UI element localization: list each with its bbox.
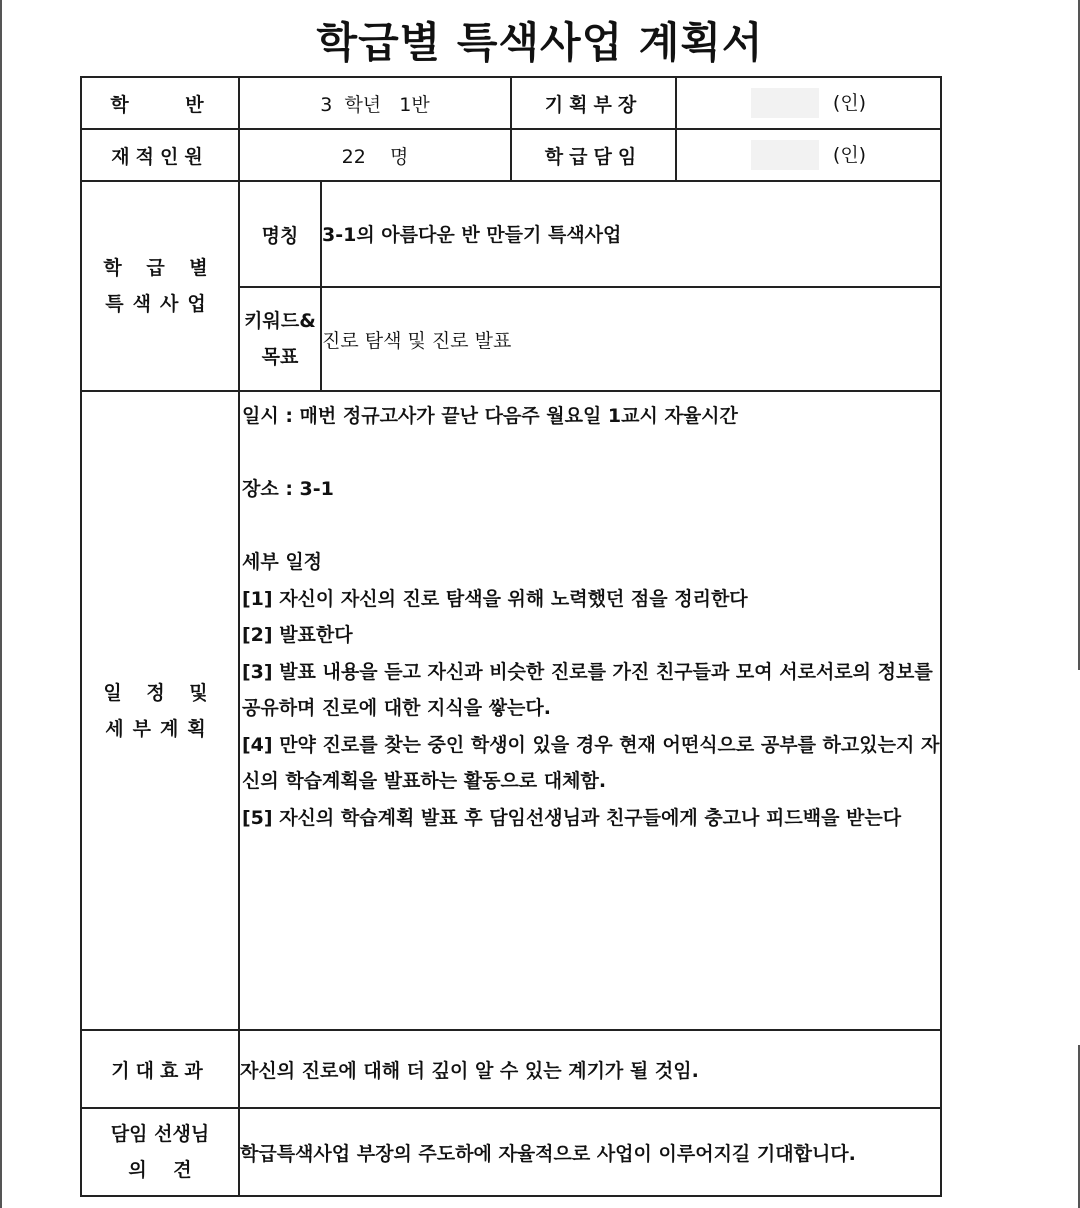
schedule-datetime: 일시 : 매번 정규고사가 끝난 다음주 월요일 1교시 자율시간 [242, 405, 738, 427]
schedule-step: 공유하며 진로에 대한 지식을 쌓는다. [242, 697, 551, 719]
redacted-name-box [751, 88, 819, 118]
schedule-place: 장소 : 3-1 [242, 478, 334, 500]
effect-value: 자신의 진로에 대해 더 깊이 알 수 있는 계기가 될 것임. [239, 1030, 941, 1108]
project-name-row [81, 181, 941, 287]
schedule-step: [5] 자신의 학습계획 발표 후 담임선생님과 친구들에게 충고나 피드백을 받는다 [242, 806, 902, 829]
keyword-label: 키워드& 목표 [239, 287, 321, 391]
enrollment-value: 22 명 [239, 129, 511, 181]
class-row [81, 77, 941, 129]
page-left-edge [0, 0, 2, 1208]
schedule-row [81, 391, 941, 1030]
enrollment-row [81, 129, 941, 181]
enrollment-label: 재적인원 [81, 129, 239, 181]
effect-row [81, 1030, 941, 1108]
schedule-step: 신의 학습계획을 발표하는 활동으로 대체함. [242, 770, 607, 792]
planner-signature: (인) [676, 77, 941, 129]
document-title: 학급별 특색사업 계획서 [316, 18, 764, 67]
homeroom-signature: (인) [676, 129, 941, 181]
schedule-step: [1] 자신이 자신의 진로 탐색을 위해 노력했던 점을 정리한다 [242, 587, 748, 610]
class-value: 3 학년 1반 [239, 77, 511, 129]
redacted-name-box [751, 140, 819, 170]
schedule-step: [3] 발표 내용을 듣고 자신과 비슷한 진로를 가진 친구들과 모여 서로서로의 정보를 [242, 660, 933, 683]
opinion-value: 학급특색사업 부장의 주도하에 자율적으로 사업이 이루어지길 기대합니다. [239, 1108, 941, 1196]
schedule-step: [2] 발표한다 [242, 624, 353, 646]
opinion-label: 담임 선생님 의 견 [81, 1108, 239, 1196]
schedule-detail-heading: 세부 일정 [242, 551, 323, 573]
schedule-detail [239, 391, 941, 1030]
project-name-label: 명칭 [239, 181, 321, 287]
schedule-section-label: 일 정 및 세부계획 [81, 391, 239, 1030]
keyword-value: 진로 탐색 및 진로 발표 [321, 287, 941, 391]
plan-table [80, 76, 942, 1197]
project-section-label: 학 급 별 특색사업 [81, 181, 239, 391]
effect-label: 기대효과 [81, 1030, 239, 1108]
project-name-value: 3-1의 아름다운 반 만들기 특색사업 [321, 181, 941, 287]
schedule-step: [4] 만약 진로를 찾는 중인 학생이 있을 경우 현재 어떤식으로 공부를 하고있는지 자 [242, 733, 940, 756]
opinion-row [81, 1108, 941, 1196]
planner-label: 기획부장 [511, 77, 676, 129]
homeroom-label: 학급담임 [511, 129, 676, 181]
class-label: 학 반 [81, 77, 239, 129]
